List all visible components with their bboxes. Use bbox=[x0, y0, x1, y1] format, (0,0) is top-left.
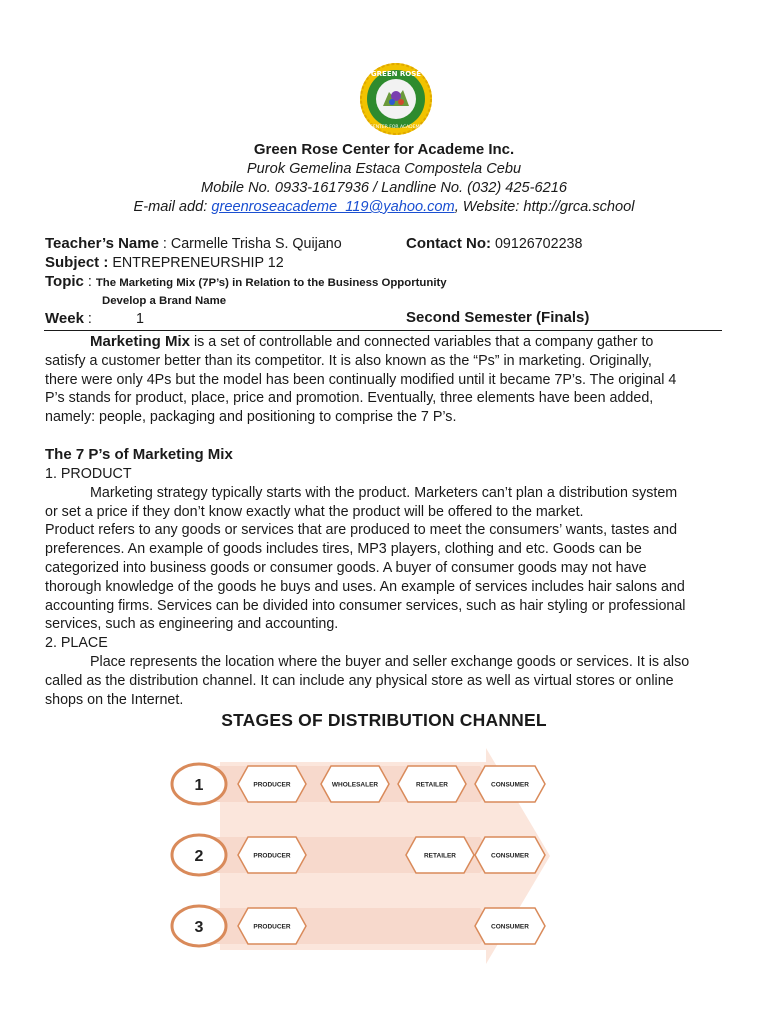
teacher-value: : Carmelle Trisha S. Quijano bbox=[158, 236, 342, 252]
product-text-1: Marketing strategy typically starts with the product. Marketers can’t plan a distribution system bbox=[90, 484, 678, 501]
product-line-2: or set a price if they don’t know exactly what the product will be offered to the market. bbox=[45, 503, 584, 520]
subject-value: ENTREPRENEURSHIP 12 bbox=[108, 255, 284, 271]
contact-value: 09126702238 bbox=[491, 236, 583, 252]
place-heading: 2. PLACE bbox=[45, 635, 108, 652]
intro-line-5: namely: people, packaging and positioning to comprise the 7 P’s. bbox=[45, 409, 457, 426]
week-line bbox=[45, 310, 92, 329]
stage-label: PRODUCER bbox=[253, 852, 291, 860]
product-section bbox=[45, 465, 725, 709]
intro-line-2: satisfy a customer better than its competitor. It is also known as the “Ps” in marketing. Originally, bbox=[45, 352, 652, 369]
contact-line bbox=[406, 235, 582, 254]
product-line-6: thorough knowledge of the goods he buys and uses. An example of services includes hair salons and bbox=[45, 578, 685, 595]
teacher-line bbox=[45, 235, 342, 254]
stage-label: PRODUCER bbox=[253, 781, 291, 789]
place-text-1: Place represents the location where the buyer and seller exchange goods or services. It is also bbox=[90, 653, 690, 670]
org-name: Green Rose Center for Academe Inc. bbox=[253, 141, 515, 158]
email-prefix: E-mail add: bbox=[133, 199, 212, 215]
topic-value: The Marketing Mix (7P’s) in Relation to the Business Opportunity bbox=[95, 277, 447, 289]
product-line-7: accounting firms. Services can be divided into consumer services, such as hair styling or professional bbox=[45, 597, 686, 614]
place-line-1 bbox=[45, 653, 725, 672]
stage-label: RETAILER bbox=[415, 781, 449, 789]
product-line-8: services, such as engineering and accounting. bbox=[45, 616, 339, 633]
stage-label: CONSUMER bbox=[491, 781, 529, 789]
product-line-5: categorized into business goods or consumer goods. A buyer of consumer goods may not have bbox=[45, 559, 647, 576]
stage-label: RETAILER bbox=[423, 852, 457, 860]
semester-label: Second Semester (Finals) bbox=[406, 309, 590, 326]
week-value: 1 bbox=[136, 311, 144, 327]
email-link[interactable]: greenroseacademe_119@yahoo.com bbox=[211, 199, 455, 215]
week-sep: : bbox=[83, 311, 92, 327]
intro-paragraph bbox=[45, 333, 725, 427]
topic-line bbox=[45, 273, 447, 293]
svg-text:GREEN ROSE: GREEN ROSE bbox=[370, 70, 422, 78]
school-logo-seal bbox=[359, 62, 433, 136]
stage-number: 2 bbox=[194, 848, 204, 865]
week-label: Week bbox=[45, 310, 84, 327]
topic-sep: : bbox=[83, 274, 96, 290]
org-address: Purok Gemelina Estaca Compostela Cebu bbox=[246, 161, 522, 177]
subject-line bbox=[45, 254, 284, 273]
topic-value-line2: Develop a Brand Name bbox=[102, 295, 227, 307]
stage-number: 3 bbox=[194, 919, 204, 936]
distribution-title: STAGES OF DISTRIBUTION CHANNEL bbox=[221, 710, 547, 730]
stage-label: PRODUCER bbox=[253, 923, 291, 931]
intro-term: Marketing Mix bbox=[90, 333, 191, 350]
stage-label: CONSUMER bbox=[491, 923, 529, 931]
header-divider bbox=[44, 330, 722, 331]
intro-text-1: is a set of controllable and connected variables that a company gather to bbox=[190, 334, 654, 350]
topic-label: Topic bbox=[45, 273, 84, 290]
product-line-3: Product refers to any goods or services that are produced to meet the consumers’ wants, tastes and bbox=[45, 522, 678, 539]
org-phones: Mobile No. 0933-1617936 / Landline No. (032) 425-6216 bbox=[201, 180, 567, 196]
product-heading: 1. PRODUCT bbox=[45, 466, 132, 482]
website-text: , Website: http://grca.school bbox=[454, 199, 635, 215]
stage-label: CONSUMER bbox=[491, 852, 529, 860]
stage-label: WHOLESALER bbox=[331, 781, 379, 789]
stage-number: 1 bbox=[194, 777, 204, 794]
contact-label: Contact No: bbox=[406, 235, 491, 252]
product-line-4: preferences. An example of goods includes tires, MP3 players, clothing and etc. Goods can be bbox=[45, 541, 642, 558]
intro-line-4: P’s stands for product, place, price and promotion. Eventually, three elements have been added, bbox=[45, 390, 654, 407]
place-line-2: called as the distribution channel. It can include any physical store as well as virtual stores or online bbox=[45, 672, 674, 689]
distribution-channel-diagram bbox=[160, 748, 560, 964]
intro-line-3: there were only 4Ps but the model has been continually modified until it became 7P’s. The original 4 bbox=[45, 371, 677, 388]
org-contact-line bbox=[0, 198, 768, 217]
teacher-label: Teacher’s Name bbox=[45, 235, 159, 252]
product-line-1 bbox=[45, 484, 725, 503]
subject-label: Subject : bbox=[45, 254, 109, 271]
section-title: The 7 P’s of Marketing Mix bbox=[45, 446, 233, 463]
svg-text:CENTER FOR ACADEME: CENTER FOR ACADEME bbox=[369, 125, 423, 130]
place-line-3: shops on the Internet. bbox=[45, 691, 184, 708]
intro-line-1 bbox=[45, 333, 725, 352]
